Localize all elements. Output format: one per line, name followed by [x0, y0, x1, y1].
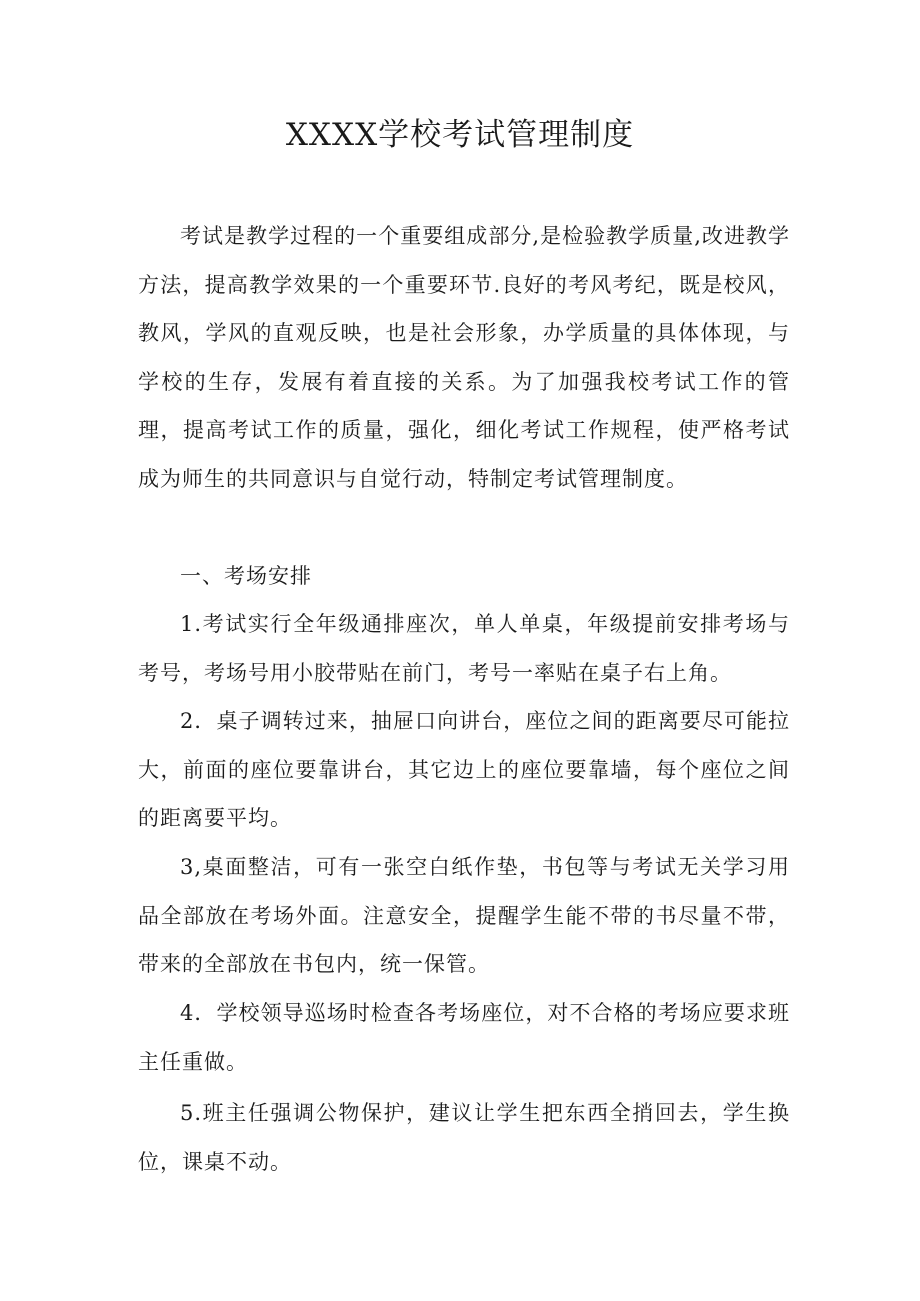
section-heading-exam-room-arrangement: 一、考场安排	[180, 564, 312, 588]
list-item-4: 4．学校领导巡场时检查各考场座位，对不合格的考场应要求班主任重做。	[138, 1001, 790, 1074]
list-item-3: 3,桌面整洁，可有一张空白纸作垫，书包等与考试无关学习用品全部放在考场外面。注意安全，提醒学生能不带的书尽量不带，带来的全部放在书包内，统一保管。	[138, 855, 790, 976]
list-item-2: 2．桌子调转过来，抽屉口向讲台，座位之间的距离要尽可能拉大，前面的座位要靠讲台，其它边上的座位要靠墙，每个座位之间的距离要平均。	[138, 709, 790, 830]
list-item-1: 1.考试实行全年级通排座次，单人单桌，年级提前安排考场与考号，考场号用小胶带贴在前门，考号一率贴在桌子右上角。	[138, 612, 790, 685]
list-item-5: 5.班主任强调公物保护，建议让学生把东西全捎回去，学生换位，课桌不动。	[138, 1101, 790, 1174]
intro-paragraph: 考试是教学过程的一个重要组成部分,是检验教学质量,改进教学方法，提高教学效果的一个重要环节.良好的考风考纪，既是校风，教风，学风的直观反映，也是社会形象，办学质量的具体体现，与学校的生存，发展有着直接的关系。为了加强我校考试工作的管理，提高考试工作的质量，强化，细化考试工作规程，使严格考试成为师生的共同意识与自觉行动，特制定考试管理制度。	[138, 224, 790, 491]
document-title: XXXX学校考试管理制度	[285, 117, 635, 153]
